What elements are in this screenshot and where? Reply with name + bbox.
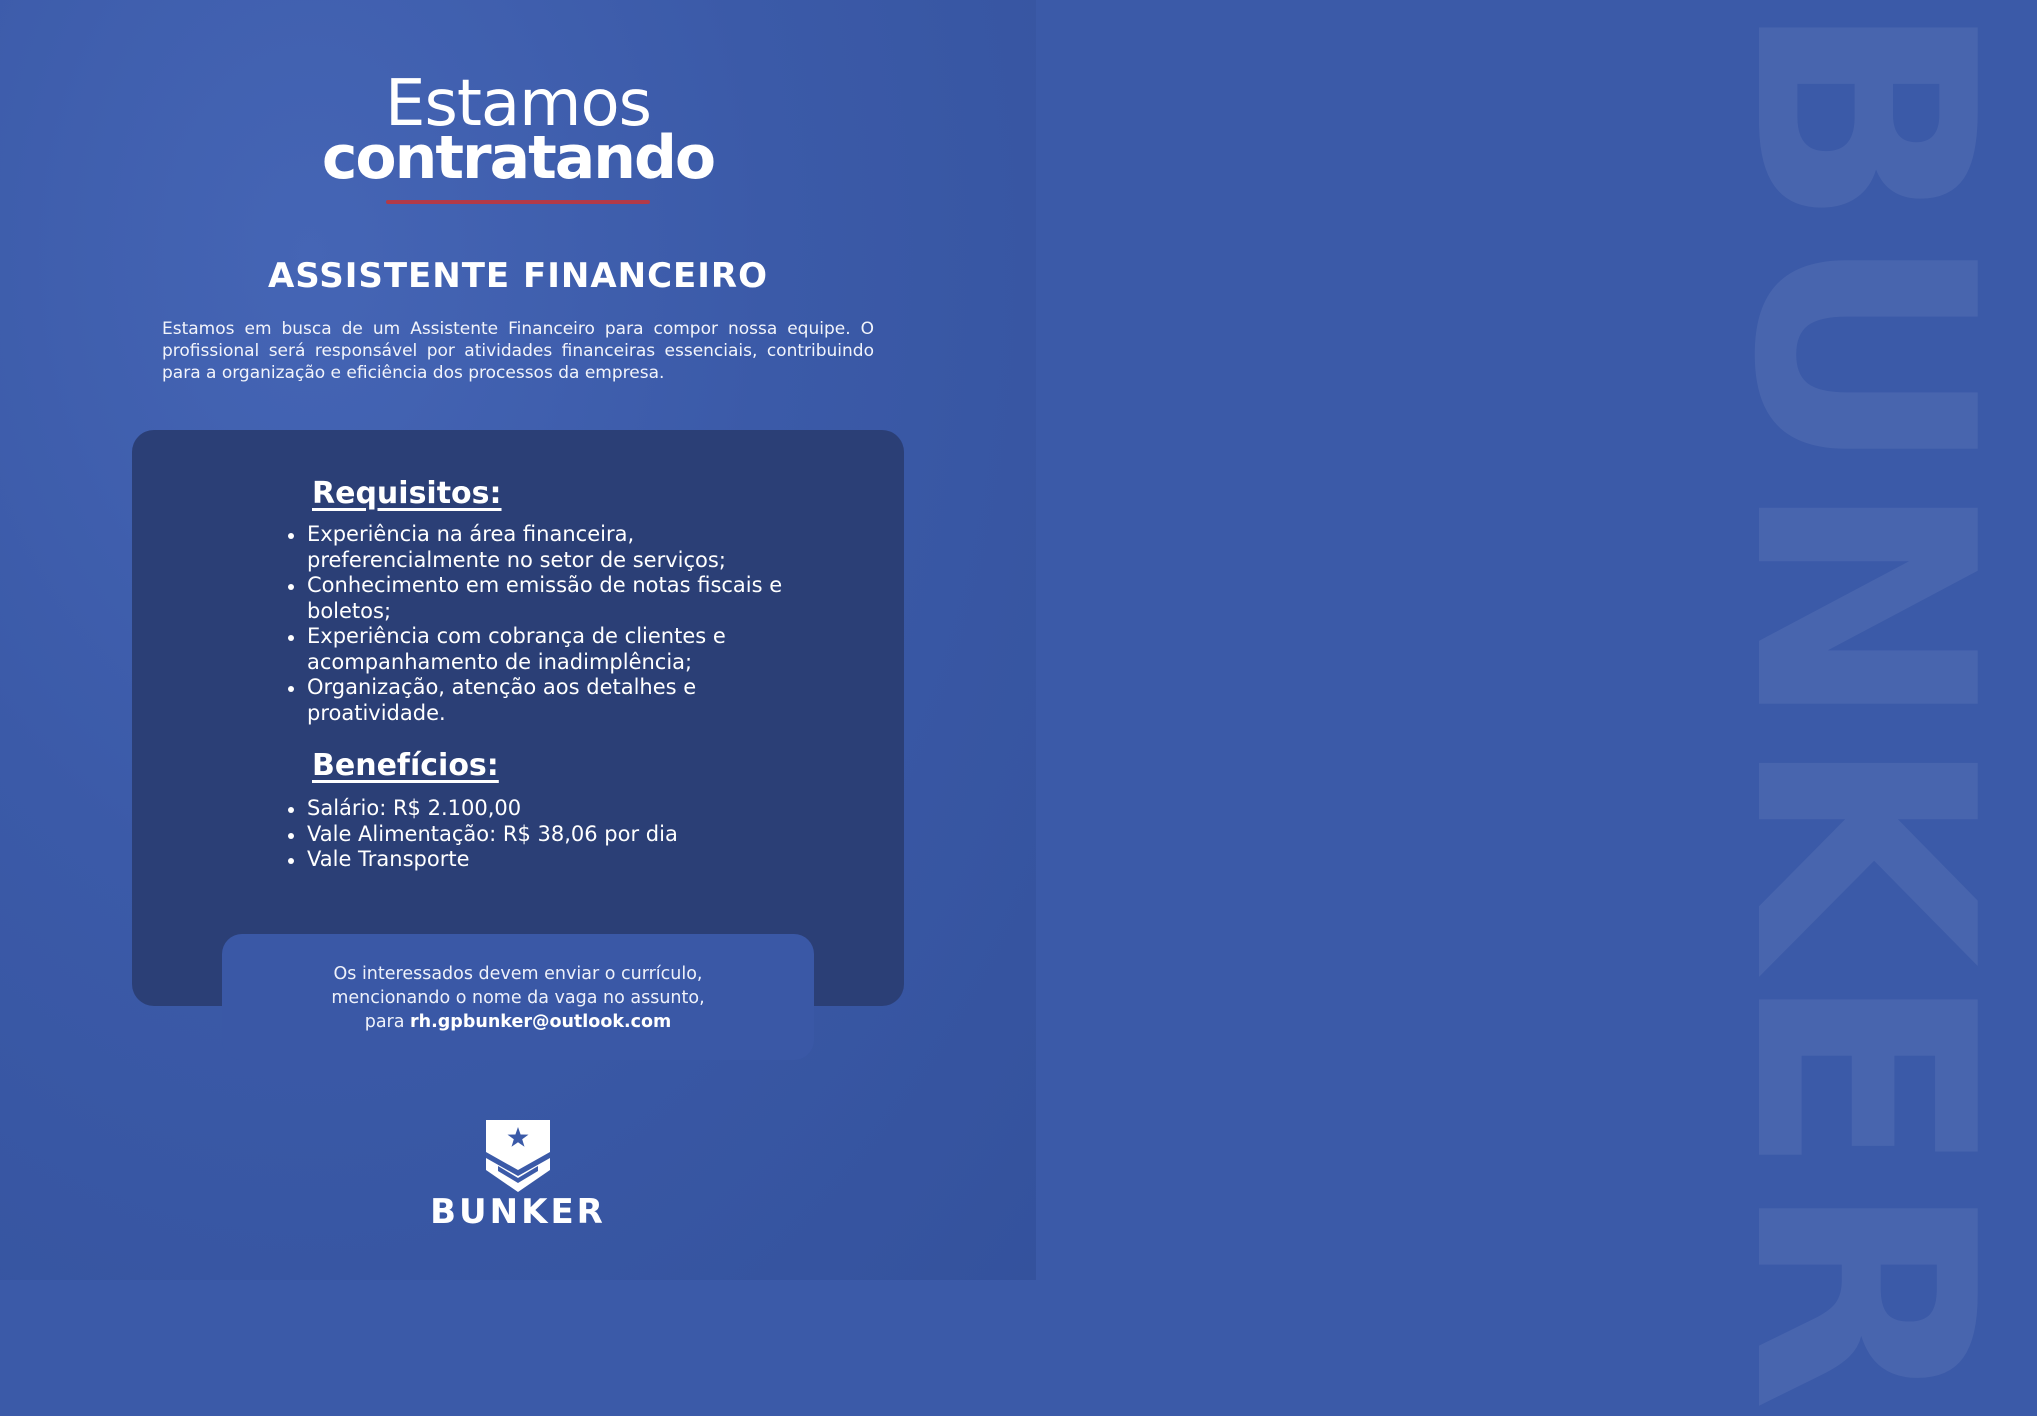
- brand-name: BUNKER: [430, 1192, 606, 1232]
- requirement-item: Conhecimento em emissão de notas fiscais e boletos;: [285, 573, 785, 624]
- requirement-item: Experiência na área financeira, preferencialmente no setor de serviços;: [285, 522, 785, 573]
- watermark-text: BUNKER: [1688, 0, 2037, 1416]
- job-title: ASSISTENTE FINANCEIRO: [267, 256, 769, 296]
- headline-underline: [386, 200, 650, 204]
- contact-line2: mencionando o nome da vaga no assunto,: [331, 988, 705, 1008]
- contact-email-link[interactable]: rh.gpbunker@outlook.com: [410, 1012, 672, 1032]
- job-description: Estamos em busca de um Assistente Financeiro para compor nossa equipe. O profissional será responsável por atividades financeiras essenciais, contribuindo para a organização e eficiência dos processos da empresa.: [162, 319, 874, 383]
- headline-line2: contratando: [321, 123, 715, 193]
- requirements-heading: Requisitos:: [312, 476, 502, 511]
- benefits-list: [285, 796, 785, 873]
- benefits-heading: Benefícios:: [312, 748, 499, 783]
- headline-line1: Estamos: [385, 67, 651, 141]
- benefit-item: Vale Transporte: [285, 847, 785, 873]
- requirement-item: Organização, atenção aos detalhes e proatividade.: [285, 675, 785, 726]
- benefit-item: Salário: R$ 2.100,00: [285, 796, 785, 822]
- requirements-list: [285, 522, 785, 726]
- benefit-item: Vale Alimentação: R$ 38,06 por dia: [285, 822, 785, 848]
- requirement-item: Experiência com cobrança de clientes e acompanhamento de inadimplência;: [285, 624, 785, 675]
- contact-line3: [222, 1010, 814, 1034]
- shield-star-chevron-icon: [484, 1118, 552, 1194]
- contact-prefix: para: [364, 1012, 411, 1032]
- contact-instructions: [222, 962, 814, 1034]
- contact-line1: Os interessados devem enviar o currículo,: [333, 964, 703, 984]
